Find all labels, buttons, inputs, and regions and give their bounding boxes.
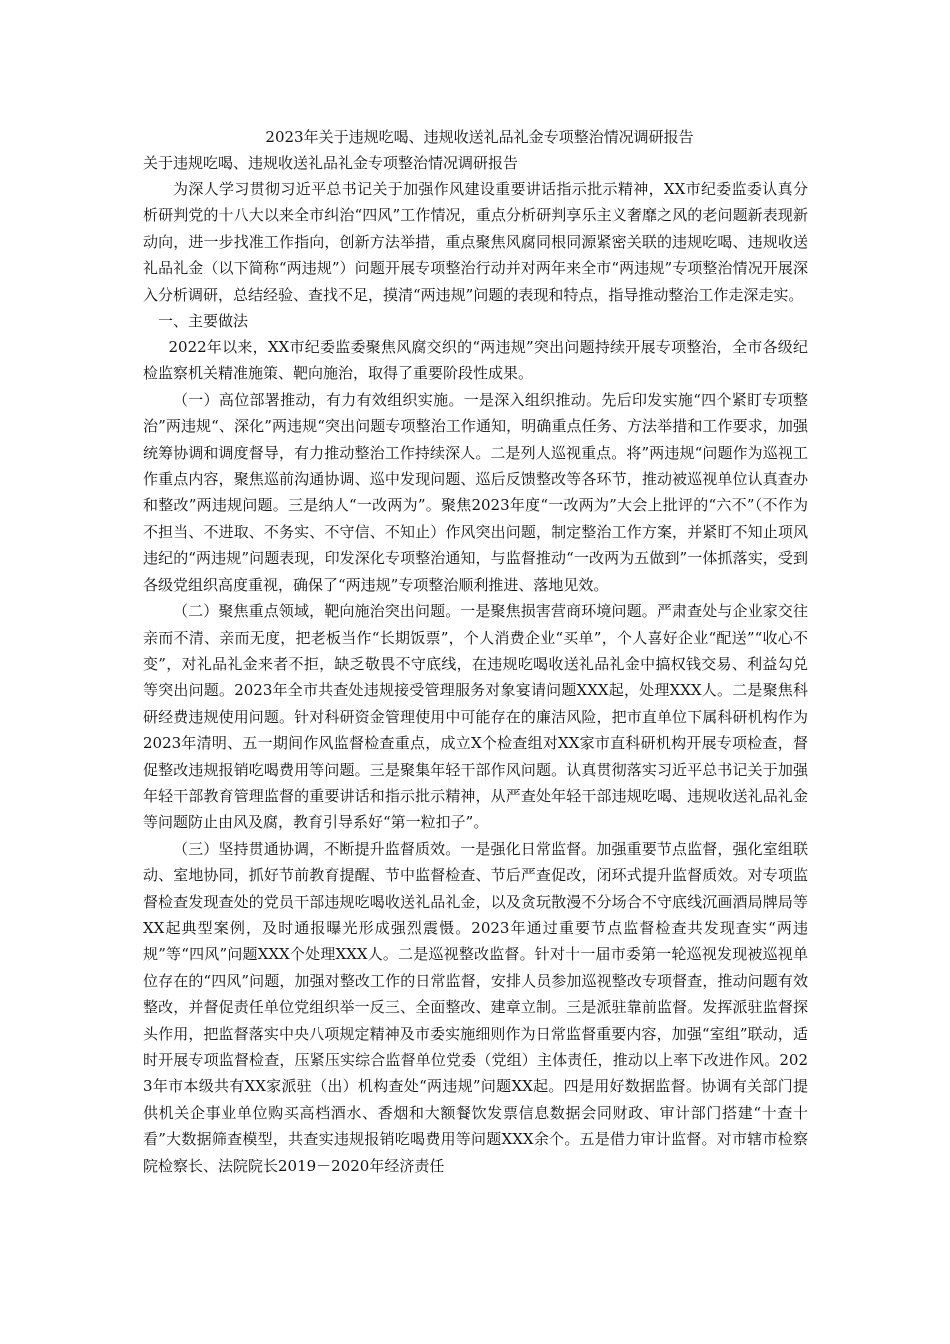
subsection-1-paragraph: （一）高位部署推动，有力有效组织实施。一是深入组织推动。先后印发实施“四个紧盯专项整治”两违规“、深化”两违规“突出问题专项整治工作通知，明确重点任务、方法举措和工作要求，加强统筹协调和调度督导，有力推动整治工作持续深人。二是列人巡视重点。将”两违规“问题作为巡视工作重点内容，聚焦巡前沟通协调、巡中发现问题、巡后反馈整改等各环节，推动被巡视单位认真查办和整改”两违规问题。三是纳人“一改两为”。聚焦2023年度“一改两为”大会上批评的“六不”（不作为不担当、不进取、不务实、不守信、不知止）作风突出问题，制定整治工作方案，并紧盯不知止项风违纪的“两违规”问题表现，印发深化专项整治通知，与监督推动“一改两为五做到”一体抓落实，受到各级党组织高度重视，确保了“两违规”专项整治顺利推进、落地见效。 [143, 390, 808, 594]
document-title: 2023年关于违规吃喝、违规收送礼品礼金专项整治情况调研报告 [265, 128, 694, 146]
subsection-3-paragraph: （三）坚持贯通协调，不断提升监督质效。一是强化日常监督。加强重要节点监督，强化室组联动、室地协同，抓好节前教育提醒、节中监督检查、节后严查促改，闭环式提升监督质效。对专项监督检查发现查处的党员干部违规吃喝收送礼品礼金，以及贪玩散漫不分场合不守底线沉画酒局牌局等XX起典型案例，及时通报曝光形成强烈震慑。2023年通过重要节点监督检查共发现查实“两违规”等“四风”问题XXX个处理XXX人。二是巡视整改监督。针对十一届市委第一轮巡视发现被巡视单位存在的“四风”问题，加强对整改工作的日常监督，安排人员参加巡视整改专项督查，推动问题有效整改，并督促责任单位党组织举一反三、全面整改、建章立制。三是派驻靠前监督。发挥派驻监督探头作用，把监督落实中央八项规定精神及市委实施细则作为日常监督重要内容，加强“室组”联动，适时开展专项监督检查，压紧压实综合监督单位党委（党组）主体责任，推动以上率下改进作风。2023年市本级共有XX家派驻（出）机构查处“两违规”问题XX起。四是用好数据监督。协调有关部门提供机关企事业单位购买高档酒水、香烟和大额餐饮发票信息数据会同财政、审计部门搭建“十查十看”大数据筛查模型，共查实违规报销吃喝费用等问题XXX余个。五是借力审计监督。对市辖市检察院检察长、法院院长2019－2020年经济责任 [143, 839, 808, 1175]
intro-paragraph: 为深人学习贯彻习近平总书记关于加强作风建设重要讲话指示批示精神，XX市纪委监委认真分析研判党的十八大以来全市纠治“四风”工作情况，重点分析研判享乐主义奢靡之风的老问题新表现新动向，进一步找准工作指向，创新方法举措，重点聚焦风腐同根同源紧密关联的违规吃喝、违规收送礼品礼金（以下简称“两违规”）问题开展专项整治行动并对两年来全市“两违规”专项整治情况开展深入分析调研，总结经验、查找不足，摸清“两违规”问题的表现和特点，指导推动整治工作走深走实。 [143, 180, 808, 304]
section-heading-main-practices: 一、主要做法 [158, 312, 249, 331]
document-body [143, 124, 808, 1179]
document-subtitle: 关于违规吃喝、违规收送礼品礼金专项整治情况调研报告 [143, 154, 519, 172]
subsection-2-paragraph: （二）聚焦重点领域，靶向施治突出问题。一是聚焦损害营商环境问题。严肃查处与企业家交往亲而不清、亲而无度，把老板当作“长期饭票”，个人消费企业“买单”，个人喜好企业“配送”“收心不变”，对礼品礼金来者不拒，缺乏敬畏不守底线，在违规吃喝收送礼品礼金中搞权钱交易、利益勾兑等突出问题。2023年全市共查处违规接受管理服务对象宴请问题XXX起，处理XXX人。二是聚焦科研经费违规使用问题。针对科研资金管理使用中可能存在的廉洁风险，把市直单位下属科研机构作为2023年清明、五一期间作风监督检查重点，成立X个检查组对XX家市直科研机构开展专项检查，督促整改违规报销吃喝费用等问题。三是聚集年轻干部作风问题。认真贯彻落实习近平总书记关于加强年轻干部教育管理监督的重要讲话和指示批示精神，从严查处年轻干部违规吃喝、违规收送礼品礼金等问题防止由风及腐，教育引导系好“第一粒扣子”。 [143, 602, 809, 832]
section-intro-paragraph: 2022年以来，XX市纪委监委聚焦风腐交织的“两违规”突出问题持续开展专项整治，全市各级纪检监察机关精准施策、靶向施治，取得了重要阶段性成果。 [143, 338, 808, 383]
